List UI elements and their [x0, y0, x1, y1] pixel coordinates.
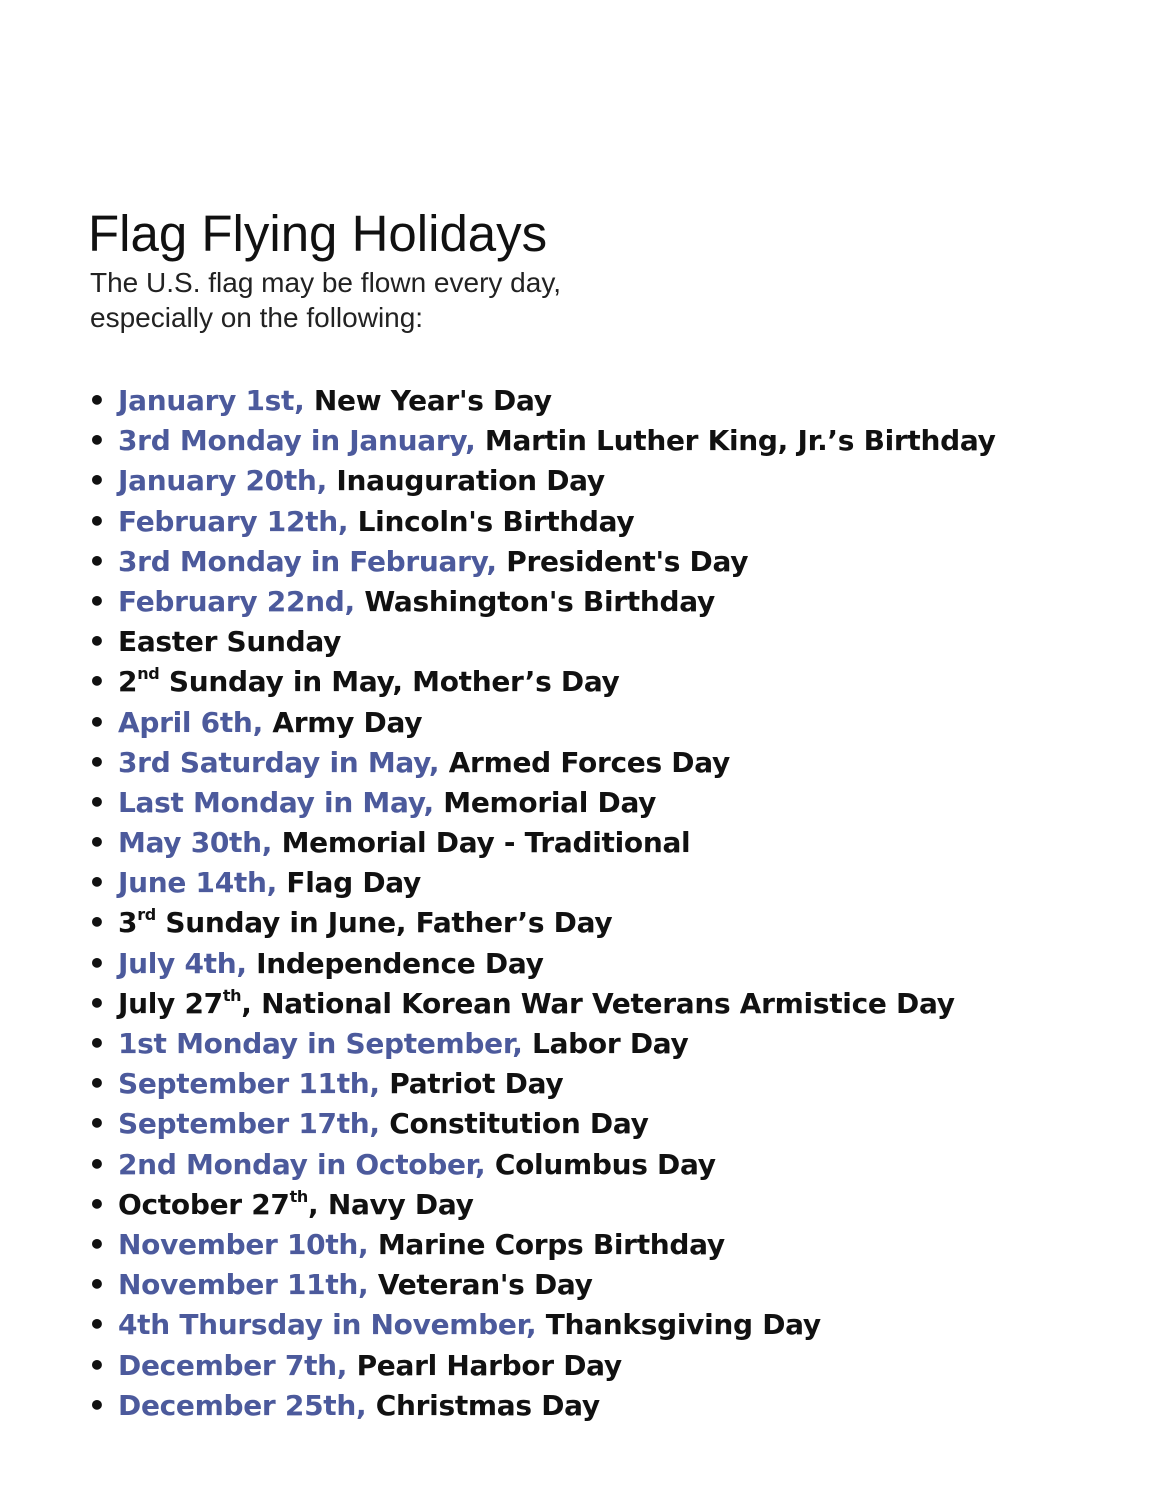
document-page — [88, 205, 1148, 1426]
page-title: Flag Flying Holidays — [88, 205, 548, 262]
holiday-name: Easter Sunday — [118, 625, 342, 659]
holiday-item — [88, 823, 1148, 863]
holiday-name: Pearl Harbor Day — [356, 1348, 622, 1382]
bullet-icon: • — [88, 1067, 106, 1101]
bullet-icon: • — [88, 384, 106, 417]
holiday-item — [88, 944, 1148, 984]
holiday-date: 1st Monday in September, — [118, 1027, 533, 1060]
bullet-icon: • — [88, 584, 106, 618]
intro-line-2: especially on the following: — [90, 302, 424, 333]
intro-line-1: The U.S. flag may be flown every day, — [90, 267, 562, 298]
holiday-item — [88, 542, 1148, 582]
bullet-icon: • — [88, 504, 106, 538]
holiday-name: Marine Corps Birthday — [377, 1227, 725, 1261]
bullet-icon: • — [88, 1268, 106, 1302]
holiday-name: Memorial Day — [443, 785, 657, 819]
ordinal-suffix: th — [289, 1186, 309, 1206]
bullet-icon: • — [88, 946, 106, 980]
holiday-name: Army Day — [272, 705, 423, 739]
holiday-date: 4th Thursday in November, — [118, 1308, 546, 1342]
bullet-icon: • — [88, 665, 106, 699]
holiday-name: Veteran's Day — [377, 1268, 593, 1302]
holiday-text: , Navy Day — [308, 1187, 474, 1221]
holiday-date: 3rd Saturday in May, — [118, 745, 449, 779]
holiday-date: Last Monday in May, — [118, 785, 444, 819]
bullet-icon: • — [88, 464, 106, 498]
holiday-list — [88, 381, 1148, 1426]
holiday-name: Armed Forces Day — [448, 745, 730, 779]
holiday-item — [88, 662, 1148, 702]
holiday-item — [88, 1225, 1148, 1265]
bullet-icon: • — [88, 866, 106, 900]
holiday-item — [88, 1024, 1148, 1064]
bullet-icon: • — [88, 705, 106, 739]
holiday-date: May 30th, — [118, 826, 282, 860]
bullet-icon: • — [88, 785, 106, 819]
holiday-item — [88, 703, 1148, 743]
holiday-item — [88, 1104, 1148, 1144]
holiday-date: January 20th, — [118, 464, 337, 498]
bullet-icon: • — [88, 625, 106, 659]
bullet-icon: • — [88, 1388, 106, 1422]
holiday-item — [88, 984, 1148, 1024]
holiday-name: Flag Day — [286, 866, 421, 900]
holiday-item — [88, 582, 1148, 622]
holiday-date: July 4th, — [118, 946, 257, 980]
holiday-item — [88, 783, 1148, 823]
ordinal-suffix: nd — [137, 664, 160, 684]
holiday-name: Thanksgiving Day — [545, 1308, 821, 1342]
holiday-item — [88, 1386, 1148, 1426]
holiday-name: Patriot Day — [389, 1067, 564, 1101]
holiday-item — [88, 903, 1148, 943]
bullet-icon: • — [88, 745, 106, 779]
holiday-date: 3rd Monday in January, — [118, 424, 485, 458]
bullet-icon: • — [88, 986, 106, 1020]
holiday-name: Lincoln's Birthday — [357, 504, 635, 538]
holiday-item — [88, 1185, 1148, 1225]
bullet-icon: • — [88, 1107, 106, 1141]
bullet-icon: • — [88, 1027, 106, 1060]
holiday-date: November 11th, — [118, 1268, 378, 1302]
holiday-item — [88, 863, 1148, 903]
holiday-date: February 22nd, — [118, 584, 365, 618]
holiday-date: November 10th, — [118, 1227, 378, 1261]
holiday-date: February 12th, — [118, 504, 358, 538]
holiday-name: Labor Day — [532, 1027, 689, 1060]
holiday-name: Martin Luther King, Jr.’s Birthday — [484, 424, 996, 458]
holiday-date: 2nd Monday in October, — [118, 1147, 495, 1181]
bullet-icon: • — [88, 544, 106, 578]
bullet-icon: • — [88, 424, 106, 458]
holiday-name: Memorial Day - Traditional — [281, 826, 691, 860]
holiday-name: Washington's Birthday — [364, 584, 715, 618]
bullet-icon: • — [88, 1147, 106, 1181]
holiday-item — [88, 381, 1148, 421]
holiday-text: October 27 — [118, 1187, 290, 1221]
holiday-name: Constitution Day — [389, 1107, 649, 1141]
holiday-text: Sunday in May, Mother’s Day — [159, 665, 620, 699]
holiday-item — [88, 502, 1148, 542]
holiday-name: New Year's Day — [313, 384, 552, 417]
holiday-date: December 25th, — [118, 1388, 376, 1422]
bullet-icon: • — [88, 906, 106, 940]
holiday-date: April 6th, — [118, 705, 273, 739]
holiday-date: December 7th, — [118, 1348, 357, 1382]
holiday-name: Inauguration Day — [336, 464, 605, 498]
ordinal-suffix: th — [222, 985, 242, 1005]
holiday-item — [88, 1346, 1148, 1386]
bullet-icon: • — [88, 1308, 106, 1342]
holiday-item — [88, 1145, 1148, 1185]
holiday-name: Columbus Day — [494, 1147, 716, 1181]
holiday-text: July 27 — [118, 986, 223, 1020]
holiday-item — [88, 421, 1148, 461]
bullet-icon: • — [88, 826, 106, 860]
bullet-icon: • — [88, 1187, 106, 1221]
holiday-date: 3rd Monday in February, — [118, 544, 507, 578]
holiday-text: , National Korean War Veterans Armistice Day — [241, 986, 955, 1020]
holiday-name: President's Day — [506, 544, 749, 578]
holiday-item — [88, 461, 1148, 501]
holiday-text: 2 — [118, 665, 138, 699]
holiday-name: Christmas Day — [375, 1388, 600, 1422]
holiday-name: Independence Day — [256, 946, 544, 980]
holiday-text: 3 — [118, 906, 138, 940]
intro-text — [90, 265, 1148, 335]
bullet-icon: • — [88, 1227, 106, 1261]
holiday-date: June 14th, — [118, 866, 287, 900]
holiday-text: Sunday in June, Father’s Day — [155, 906, 613, 940]
holiday-date: January 1st, — [118, 384, 314, 417]
holiday-date: September 17th, — [118, 1107, 390, 1141]
holiday-item — [88, 743, 1148, 783]
holiday-item — [88, 622, 1148, 662]
holiday-item — [88, 1064, 1148, 1104]
holiday-item — [88, 1305, 1148, 1345]
holiday-date: September 11th, — [118, 1067, 390, 1101]
ordinal-suffix: rd — [137, 905, 156, 925]
holiday-item — [88, 1265, 1148, 1305]
bullet-icon: • — [88, 1348, 106, 1382]
